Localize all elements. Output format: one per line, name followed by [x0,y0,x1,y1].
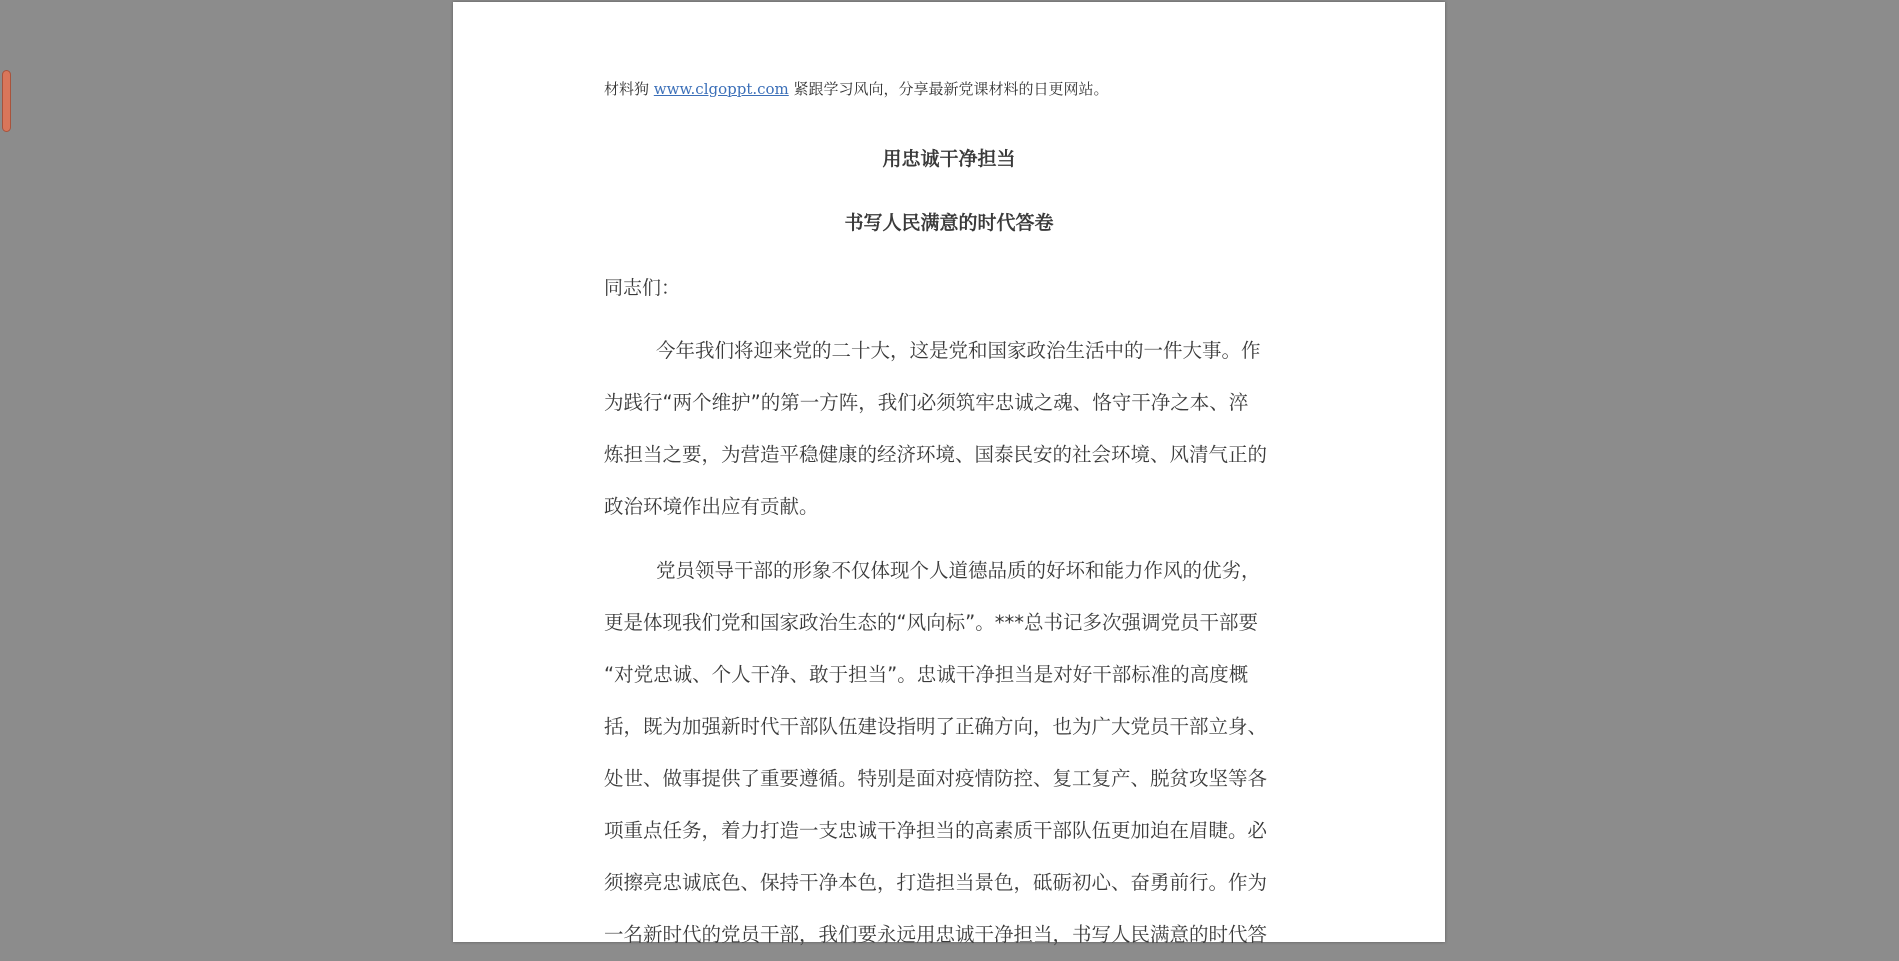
document-title: 用忠诚干净担当 [882,148,1016,170]
paragraph-line: 括，既为加强新时代干部队伍建设指明了正确方向，也为广大党员干部立身、 [604,715,1268,738]
paragraph-line: “对党忠诚、个人干净、敢于担当”。忠诚干净担当是对好干部标准的高度概 [604,663,1249,686]
paragraph-line: 项重点任务，着力打造一支忠诚干净担当的高素质干部队伍更加迫在眉睫。必 [604,819,1268,842]
paragraph-line: 须擦亮忠诚底色、保持干净本色，打造担当景色，砥砺初心、奋勇前行。作为 [604,871,1268,894]
document-page [453,2,1445,946]
paragraph-line: 为践行“两个维护”的第一方阵，我们必须筑牢忠诚之魂、恪守干净之本、淬 [604,391,1249,414]
paragraph-2 [604,545,1304,961]
salutation: 同志们： [604,277,681,299]
page-header-note [604,78,1109,99]
paragraph-line: 处世、做事提供了重要遵循。特别是面对疫情防控、复工复产、脱贫攻坚等各 [604,767,1268,790]
header-prefix: 材料狗 [604,80,654,98]
document-subtitle: 书写人民满意的时代答卷 [844,212,1054,234]
header-link[interactable]: www.clgoppt.com [653,80,789,98]
paragraph-line: 更是体现我们党和国家政治生态的“风向标”。***总书记多次强调党员干部要 [604,611,1258,634]
scrollbar-thumb[interactable] [2,70,11,132]
header-suffix: 紧跟学习风向，分享最新党课材料的日更网站。 [788,80,1109,98]
paragraph-line: 党员领导干部的形象不仅体现个人道德品质的好坏和能力作风的优劣， [656,559,1261,582]
paragraph-line: 炼担当之要，为营造平稳健康的经济环境、国泰民安的社会环境、风清气正的 [604,443,1268,466]
paragraph-1 [604,325,1304,533]
paragraph-line: 政治环境作出应有贡献。 [604,495,819,518]
paragraph-line: 一名新时代的党员干部，我们要永远用忠诚干净担当，书写人民满意的时代答 [604,923,1268,946]
paragraph-line: 今年我们将迎来党的二十大，这是党和国家政治生活中的一件大事。作 [656,339,1261,362]
